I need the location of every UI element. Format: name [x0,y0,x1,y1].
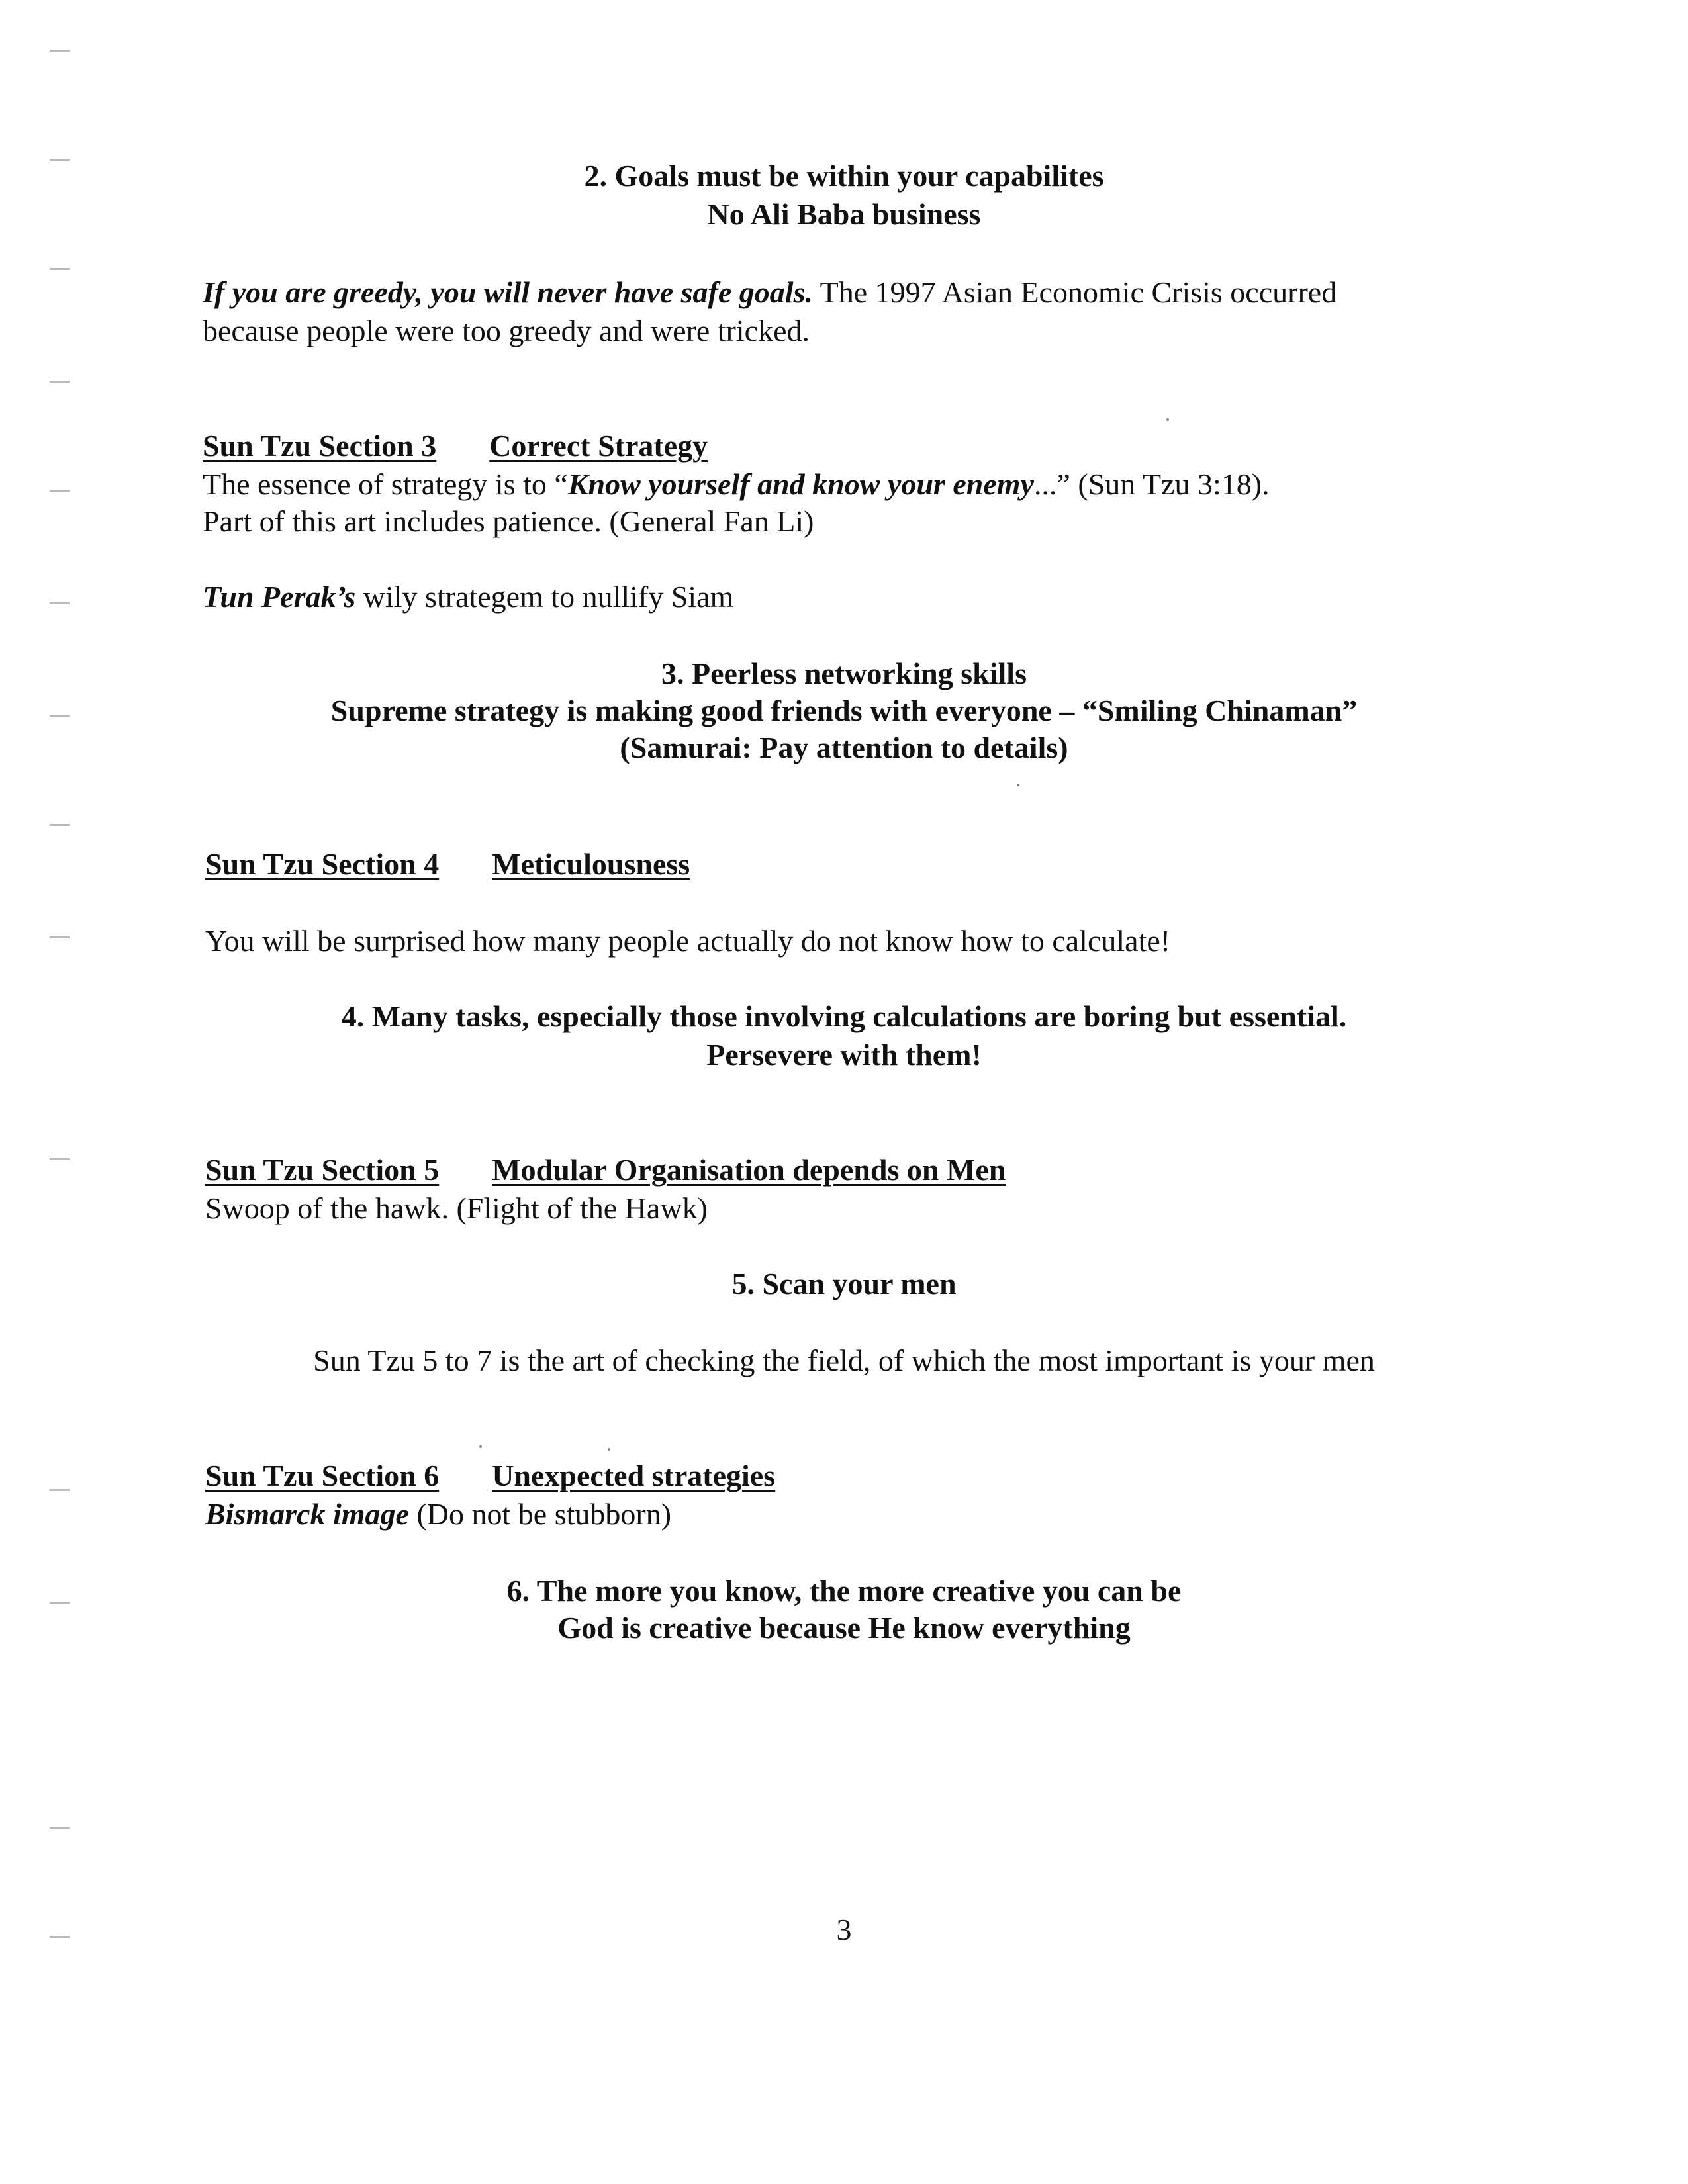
sun-tzu-section-4-heading [205,846,690,883]
section-4-heading-line2: Persevere with them! [706,1038,982,1071]
sun-tzu-4-line1: You will be surprised how many people actually do not know how to calculate! [205,924,1171,958]
scan-speck [1166,418,1169,421]
essence-text: The essence of strategy is to “ [203,467,568,501]
sun-tzu-5-line1: Swoop of the hawk. (Flight of the Hawk) [205,1191,708,1225]
sun-tzu-6-line1 [205,1496,671,1533]
stubborn-note: (Do not be stubborn) [408,1497,672,1531]
section-label: Sun Tzu Section 3 [203,429,437,463]
margin-mark [50,490,70,492]
section-2-paragraph-line1 [203,274,1336,311]
sun-tzu-3-line3 [203,578,733,615]
know-yourself-quote: Know yourself and know your enemy [567,467,1034,501]
section-title: Correct Strategy [489,429,708,463]
margin-mark [50,1827,70,1829]
section-2-heading-line1: 2. Goals must be within your capabilites [584,159,1104,193]
margin-mark [50,381,70,383]
strategem-text: wily strategem to nullify Siam [355,580,734,614]
section-title: Meticulousness [492,847,690,881]
section-label: Sun Tzu Section 5 [205,1153,440,1187]
margin-mark [50,936,70,938]
section-5-heading-line1: 5. Scan your men [731,1267,957,1300]
sun-tzu-section-6-heading [205,1457,775,1494]
section-2-paragraph-line2: because people were too greedy and were tricked. [203,314,810,347]
section-title: Unexpected strategies [492,1459,776,1492]
section-3-heading-line2: Supreme strategy is making good friends with everyone – “Smiling Chinaman” [330,694,1358,727]
margin-mark [50,602,70,604]
margin-mark [50,1158,70,1160]
section-2-heading-line2: No Ali Baba business [707,197,981,231]
section-4-heading-line1: 4. Many tasks, especially those involving calculations are boring but essential. [341,999,1347,1033]
section-5-paragraph: Sun Tzu 5 to 7 is the art of checking the field, of which the most important is your men [313,1343,1375,1377]
margin-mark [50,824,70,826]
tun-perak-name: Tun Perak’s [203,580,356,614]
margin-mark [50,1489,70,1491]
sun-tzu-section-3-heading [203,428,708,465]
sun-tzu-3-line2: Part of this art includes patience. (General Fan Li) [203,504,814,538]
sun-tzu-3-line1 [203,466,1270,503]
greedy-statement: If you are greedy, you will never have safe goals. [203,275,813,309]
asian-crisis-text: The 1997 Asian Economic Crisis occurred [812,275,1337,309]
quote-citation: ...” (Sun Tzu 3:18). [1033,467,1270,501]
page-number: 3 [836,1913,852,1946]
scan-speck [608,1448,610,1451]
section-6-heading-line2: God is creative because He know everything [557,1611,1131,1645]
scan-speck [479,1445,482,1448]
bismarck-image: Bismarck image [205,1497,409,1531]
section-label: Sun Tzu Section 6 [205,1459,440,1492]
margin-mark [50,268,70,270]
scan-speck [1017,784,1019,786]
section-3-heading-line1: 3. Peerless networking skills [661,657,1027,690]
section-label: Sun Tzu Section 4 [205,847,440,881]
section-title: Modular Organisation depends on Men [492,1153,1006,1187]
sun-tzu-section-5-heading [205,1152,1006,1189]
margin-mark [50,50,70,52]
section-6-heading-line1: 6. The more you know, the more creative you can be [506,1574,1182,1608]
section-3-heading-line3: (Samurai: Pay attention to details) [620,731,1068,764]
